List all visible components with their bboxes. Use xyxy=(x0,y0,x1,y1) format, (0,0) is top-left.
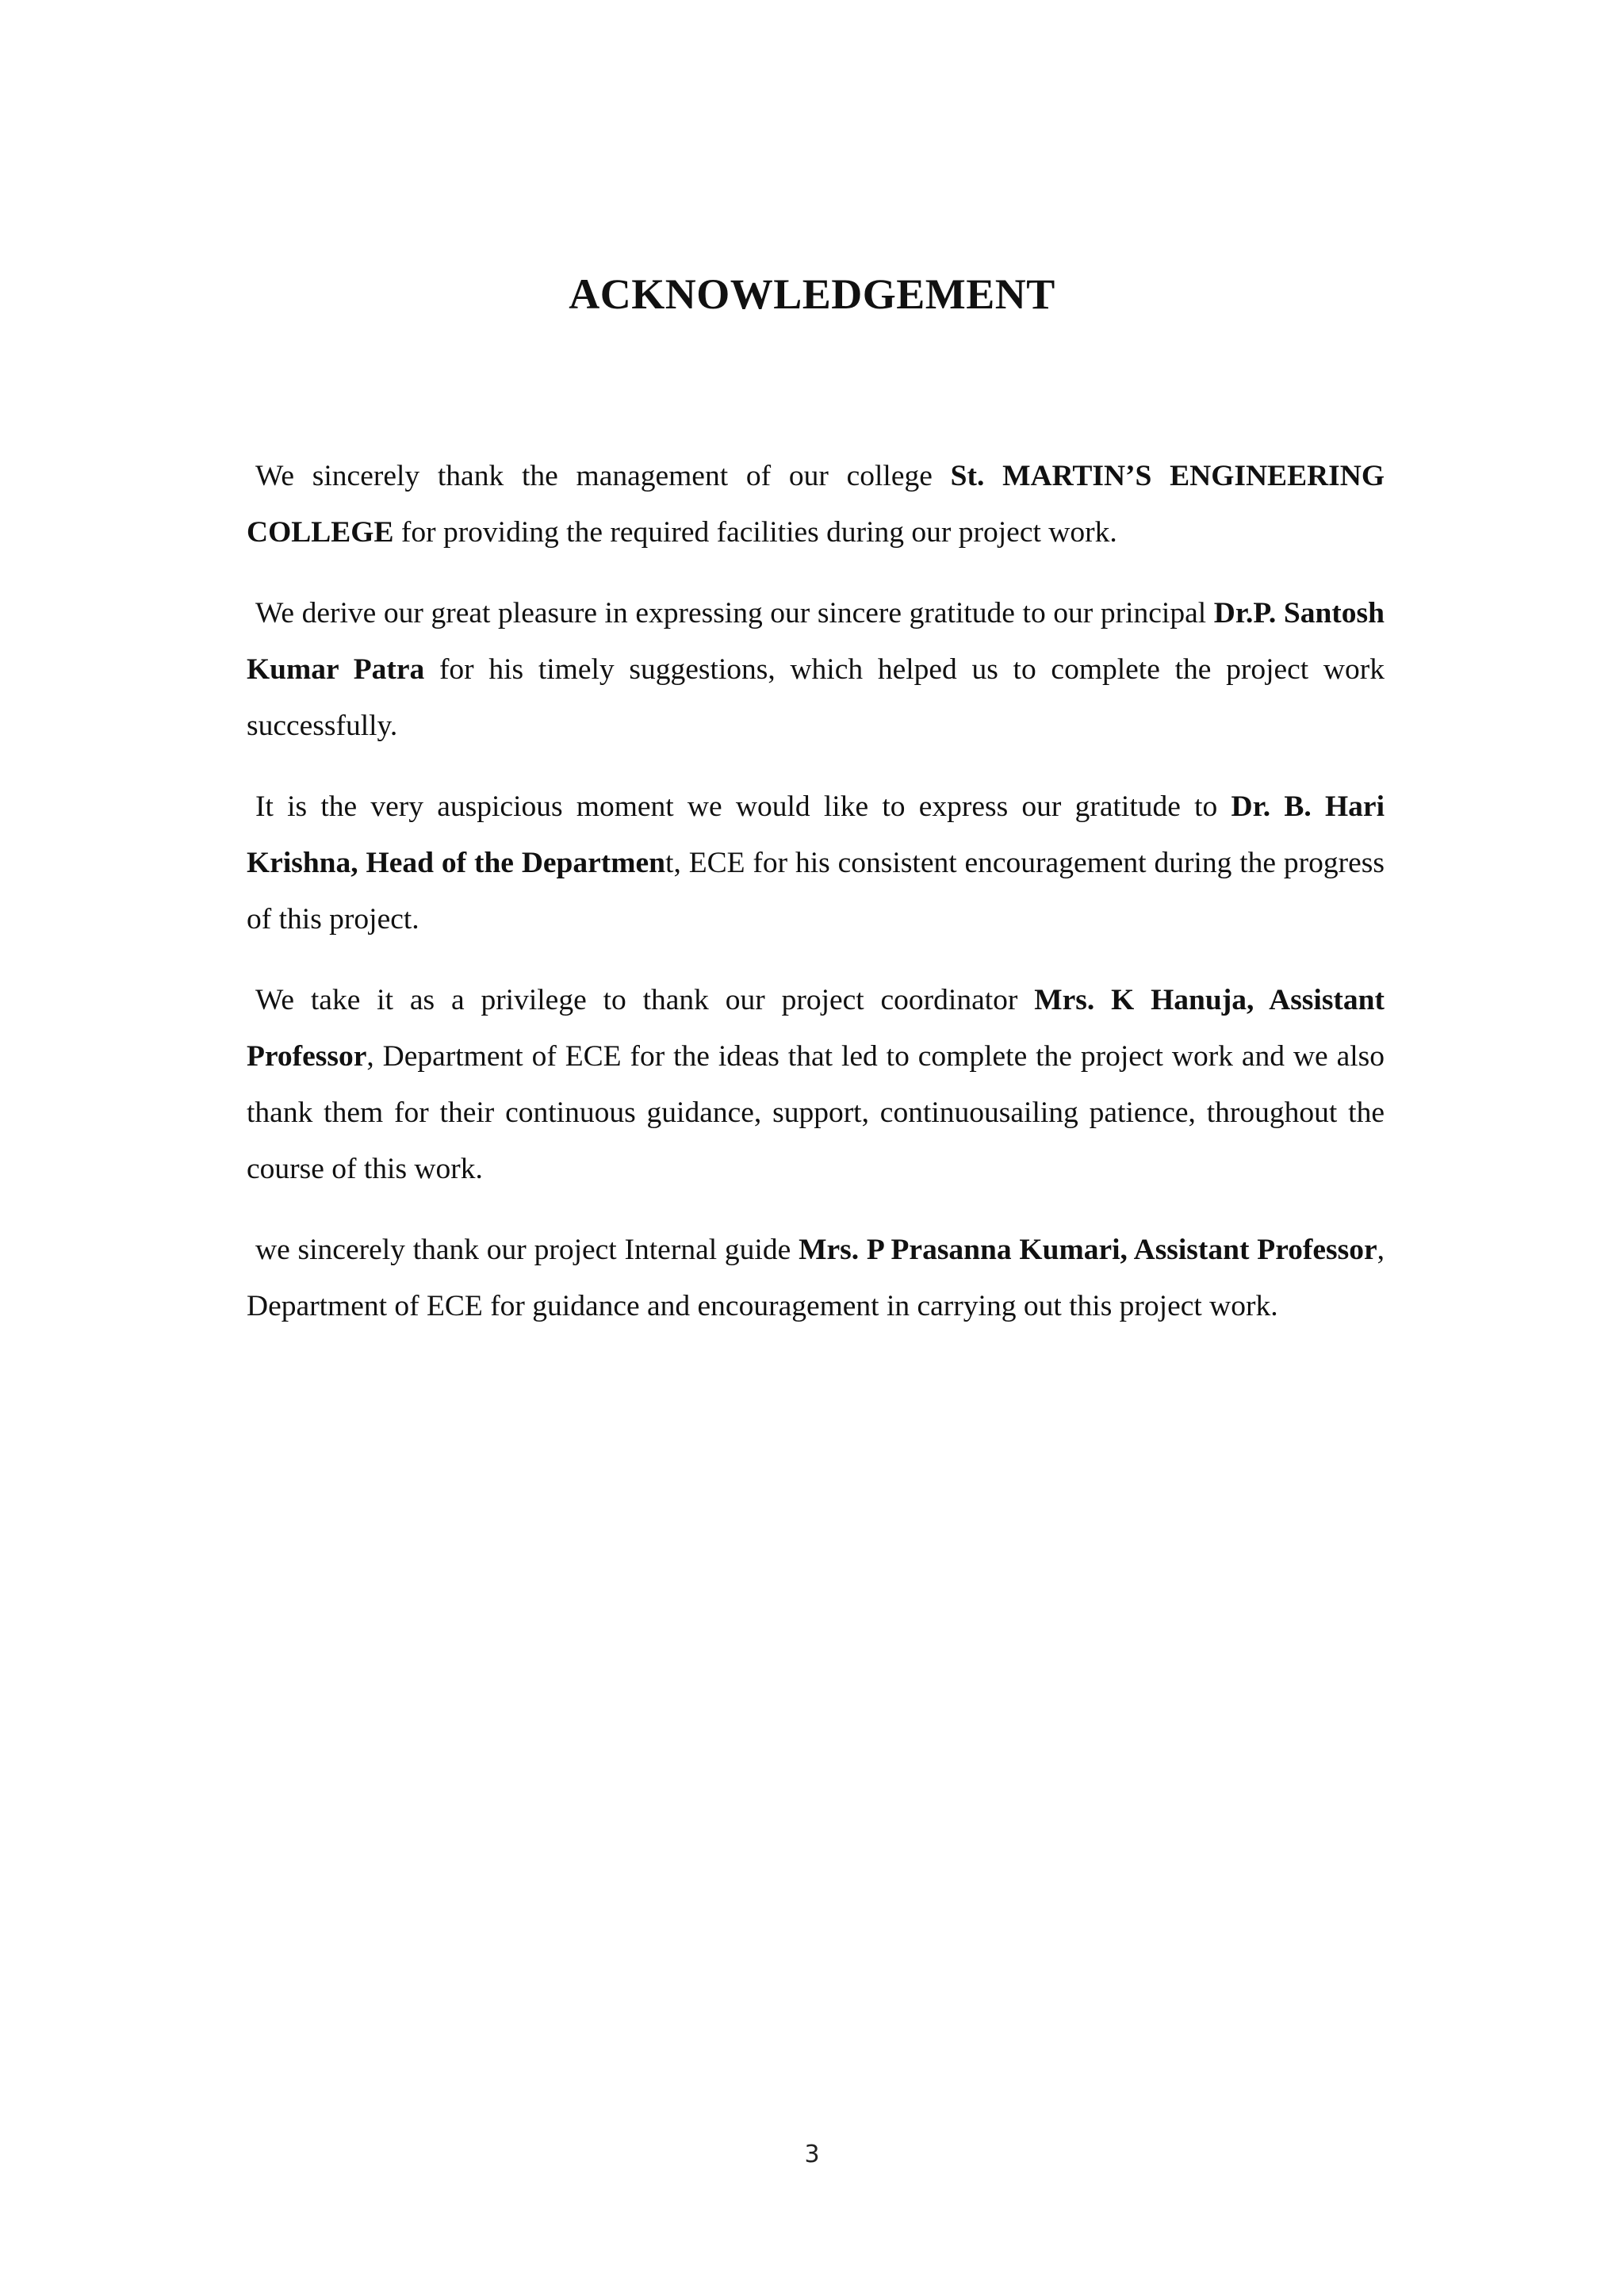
text-run: we sincerely thank our project Internal guide xyxy=(255,1234,799,1266)
bold-run: St. MARTIN’S ENGINEERING COLLEGE xyxy=(247,460,1385,549)
bold-run: Dr. B. Hari Krishna, Head of the Departmen xyxy=(247,790,1385,879)
page-title: ACKNOWLEDGEMENT xyxy=(569,270,1055,318)
text-run: We sincerely thank the management of our college xyxy=(255,460,951,492)
text-run: t, ECE for his consistent encouragement during the progress of this project. xyxy=(247,847,1385,936)
text-run: , Department of ECE for the ideas that led to complete the project work and we also thank them for their continuous guidance, support, continuousailing patience, throughout the course of this work. xyxy=(247,1040,1385,1185)
text-run: , Department of ECE for guidance and encouragement in carrying out this project work. xyxy=(247,1234,1385,1322)
text-run: We take it as a privilege to thank our project coordinator xyxy=(255,984,1035,1016)
paragraph-principal xyxy=(247,585,1385,754)
text-run: for his timely suggestions, which helped us to complete the project work successfully. xyxy=(247,653,1385,742)
page-number: 3 xyxy=(804,2141,820,2168)
text-run: We derive our great pleasure in expressing our sincere gratitude to our principal xyxy=(255,597,1214,629)
paragraph-internal-guide xyxy=(247,1222,1385,1334)
acknowledgement-body xyxy=(247,448,1385,1359)
bold-run: Mrs. K Hanuja, Assistant Professor xyxy=(247,984,1385,1073)
text-run: for providing the required facilities during our project work. xyxy=(393,516,1117,549)
bold-run: Dr.P. Santosh Kumar Patra xyxy=(247,597,1385,686)
paragraph-management xyxy=(247,448,1385,561)
text-run: It is the very auspicious moment we would like to express our gratitude to xyxy=(255,790,1231,823)
paragraph-head-of-department xyxy=(247,779,1385,947)
bold-run: Mrs. P Prasanna Kumari, Assistant Professor xyxy=(799,1234,1377,1266)
paragraph-project-coordinator xyxy=(247,972,1385,1197)
